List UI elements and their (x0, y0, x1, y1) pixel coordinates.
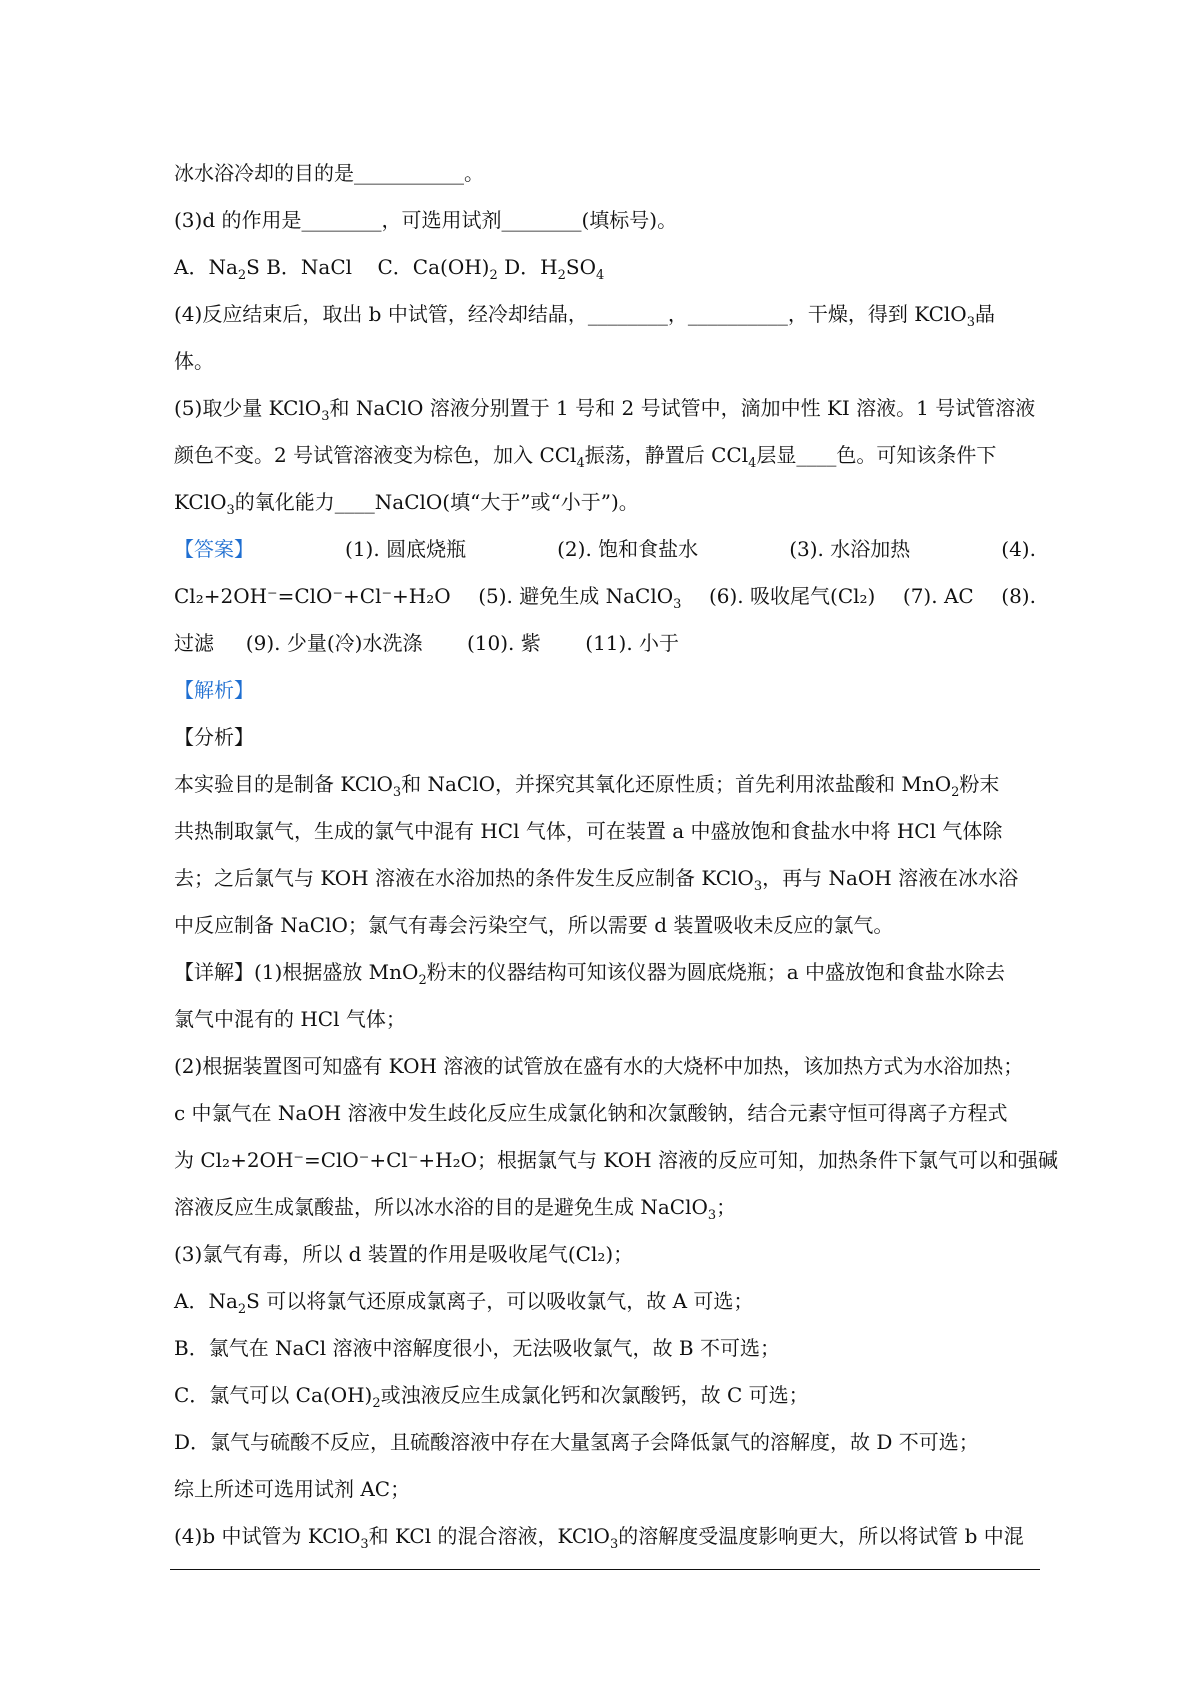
question-4-line1: (4)反应结束后，取出 b 中试管，经冷却结晶，________，__________，干燥，得到 KClO$_3$晶 (174, 302, 995, 330)
answer-7: (7). AC (902, 584, 974, 608)
analysis-line3: 去；之后氯气与 KOH 溶液在水浴加热的条件发生反应制备 KClO$_3$，再与 NaOH 溶液在冰水浴 (174, 866, 1019, 894)
answer-10: (10). 紫 (466, 631, 541, 655)
detail-line10: C．氯气可以 $Ca(OH)_2$或浊液反应生成氯化钙和次氯酸钙，故 C 可选； (174, 1383, 809, 1411)
detail-line3: (2)根据装置图可知盛有 KOH 溶液的试管放在盛有水的大烧杯中加热，该加热方式为水浴加热； (174, 1054, 1024, 1078)
question-5-line1: (5)取少量 KClO$_3$和 NaClO 溶液分别置于 1 号和 2 号试管中，滴加中性 KI 溶液。1 号试管溶液 (174, 396, 1036, 424)
detail-line7: (3)氯气有毒，所以 d 装置的作用是吸收尾气(Cl₂)； (174, 1242, 634, 1266)
answer-11: (11). 小于 (585, 631, 680, 655)
answer-3: (3). 水浴加热 (789, 537, 911, 561)
analysis-line2: 共热制取氯气，生成的氯气中混有 HCl 气体，可在装置 a 中盛放饱和食盐水中将 HCl 气体除 (174, 819, 1003, 843)
detail-line5: 为 Cl₂+2OH⁻=ClO⁻+Cl⁻+H₂O；根据氯气与 KOH 溶液的反应可知，加热条件下氯气可以和强碱 (174, 1148, 1058, 1172)
answer-6: (6). 吸收尾气(Cl₂) (708, 584, 876, 608)
question-4-line2: 体。 (174, 349, 214, 373)
detail-line6: 溶液反应生成氯酸盐，所以冰水浴的目的是避免生成 NaClO$_3$； (174, 1195, 737, 1223)
answer-5: (5). 避免生成 NaClO$_3$ (478, 584, 682, 612)
detail-line2: 氯气中混有的 HCl 气体； (174, 1007, 406, 1031)
detail-line1: 【详解】(1)根据盛放 MnO$_2$粉末的仪器结构可知该仪器为圆底烧瓶；a 中盛放饱和食盐水除去 (174, 960, 1006, 988)
answer-row-1 (174, 526, 1036, 573)
answer-8-marker: (8). (1001, 584, 1036, 608)
question-5-line3: KClO$_3$的氧化能力____NaClO(填“大于”或“小于”)。 (174, 490, 639, 518)
document-body (174, 150, 1058, 1560)
answer-1: (1). 圆底烧瓶 (345, 537, 467, 561)
answer-4-equation: Cl₂+2OH⁻=ClO⁻+Cl⁻+H₂O (174, 584, 451, 608)
jiexi-label: 【解析】 (174, 678, 254, 702)
detail-line11: D．氯气与硫酸不反应，且硫酸溶液中存在大量氢离子会降低氯气的溶解度，故 D 不可选； (174, 1430, 979, 1454)
answer-8: 过滤 (174, 631, 214, 655)
question-3-options: A．$Na_2S$ B．NaCl C．$Ca(OH)_2$ D．$H_2SO_4$ (174, 255, 605, 283)
question-2-tail: 冰水浴冷却的目的是___________。 (174, 161, 484, 185)
answer-row-3 (174, 620, 1036, 667)
answer-row-2 (174, 573, 1036, 620)
answer-4-marker: (4). (1001, 537, 1036, 561)
question-5-line2: 颜色不变。2 号试管溶液变为棕色，加入 CCl$_4$振荡，静置后 CCl$_4$层显____色。可知该条件下 (174, 443, 997, 471)
detail-line12: 综上所述可选用试剂 AC； (174, 1477, 411, 1501)
detail-line8: A．$Na_2S$ 可以将氯气还原成氯离子，可以吸收氯气，故 A 可选； (174, 1289, 754, 1317)
question-3-prompt: (3)d 的作用是________，可选用试剂________(填标号)。 (174, 208, 678, 232)
detail-line9: B．氯气在 NaCl 溶液中溶解度很小，无法吸收氯气，故 B 不可选； (174, 1336, 780, 1360)
analysis-line4: 中反应制备 NaClO；氯气有毒会污染空气，所以需要 d 装置吸收未反应的氯气。 (174, 913, 894, 937)
answer-2: (2). 饱和食盐水 (557, 537, 699, 561)
answer-label: 【答案】 (174, 537, 254, 561)
answer-9: (9). 少量(冷)水洗涤 (245, 631, 423, 655)
analysis-line1: 本实验目的是制备 KClO$_3$和 NaClO，并探究其氧化还原性质；首先利用浓盐酸和 MnO$_2$粉末 (174, 772, 1000, 800)
detail-line4: c 中氯气在 NaOH 溶液中发生歧化反应生成氯化钠和次氯酸钠，结合元素守恒可得离子方程式 (174, 1101, 1008, 1125)
fenxi-label: 【分析】 (174, 725, 254, 749)
detail-line13: (4)b 中试管为 KClO$_3$和 KCl 的混合溶液，KClO$_3$的溶解度受温度影响更大，所以将试管 b 中混 (174, 1524, 1024, 1552)
footer-divider (170, 1569, 1040, 1570)
